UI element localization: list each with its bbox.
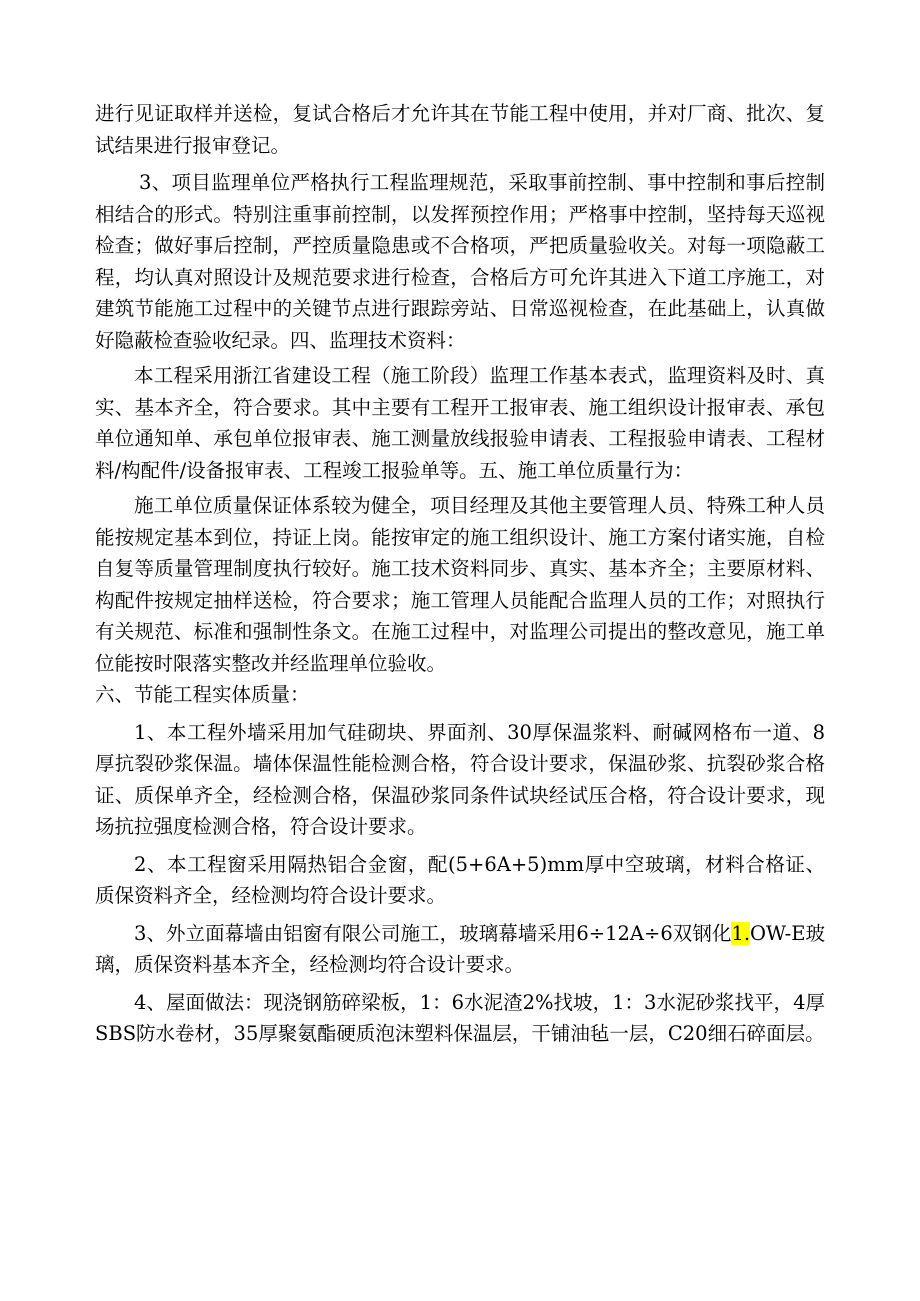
section-heading-physical-quality: 六、节能工程实体质量： <box>95 683 310 706</box>
paragraph-supervision-control: 3、项目监理单位严格执行工程监理规范，采取事前控制、事中控制和事后控制相结合的形式。特别注重事前控制，以发挥预控作用；严格事中控制，坚持每天巡视检查；做好事后控制，严控质量隐患或不合格项，严把质量验收关。对每一项隐蔽工程，均认真对照设计及规范要求进行检查，合格后方可允许其进入下道工序施工，对建筑节能施工过程中的关键节点进行跟踪旁站、日常巡视检查，在此基础上，认真做好隐蔽检查验收纪录。四、监理技术资料： <box>95 171 825 352</box>
highlighted-text: 1. <box>731 921 751 945</box>
paragraph-supervision-documents: 本工程采用浙江省建设工程（施工阶段）监理工作基本表式，监理资料及时、真实、基本齐全，符合要求。其中主要有工程开工报审表、施工组织设计报审表、承包单位通知单、承包单位报审表、施工测量放线报验申请表、工程报验申请表、工程材料/构配件/设备报审表、工程竣工报验单等。五、施工单位质量行为： <box>95 364 825 482</box>
paragraph-exterior-wall: 1、本工程外墙采用加气硅砌块、界面剂、30厚保温浆料、耐碱网格布一道、8厚抗裂砂浆保温。墙体保温性能检测合格，符合设计要求，保温砂浆、抗裂砂浆合格证、质保单齐全，经检测合格，保温砂浆同条件试块经试压合格，符合设计要求，现场抗拉强度检测合格，符合设计要求。 <box>95 720 825 838</box>
paragraph-windows: 2、本工程窗采用隔热铝合金窗，配(5+6A+5)mm厚中空玻璃，材料合格证、质保资料齐全，经检测均符合设计要求。 <box>95 852 825 907</box>
paragraph-roof: 4、屋面做法：现浇钢筋碎梁板，1：6水泥渣2%找坡，1：3水泥砂浆找平，4厚SBS防水卷材，35厚聚氨酯硬质泡沫塑料保温层，干铺油毡一层，C20细石碎面层。 <box>95 990 825 1045</box>
paragraph-curtain-wall <box>95 918 825 981</box>
curtain-wall-text-before: 3、外立面幕墙由铝窗有限公司施工，玻璃幕墙采用6÷12A÷6双钢化 <box>134 921 732 945</box>
curtain-wall-text-after: OW-E玻璃，质保资料基本齐全，经检测均符合设计要求。 <box>95 921 826 976</box>
paragraph-continuation: 进行见证取样并送检，复试合格后才允许其在节能工程中使用，并对厂商、批次、复试结果进行报审登记。 <box>95 102 825 157</box>
document-body <box>95 98 825 1050</box>
paragraph-contractor-quality: 施工单位质量保证体系较为健全，项目经理及其他主要管理人员、特殊工种人员能按规定基本到位，持证上岗。能按审定的施工组织设计、施工方案付诸实施，自检自复等质量管理制度执行较好。施工技术资料同步、真实、基本齐全；主要原材料、构配件按规定抽样送检，符合要求；施工管理人员能配合监理人员的工作；对照执行有关规范、标准和强制性条文。在施工过程中，对监理公司提出的整改意见，施工单位能按时限落实整改并经监理单位验收。 <box>95 494 825 675</box>
